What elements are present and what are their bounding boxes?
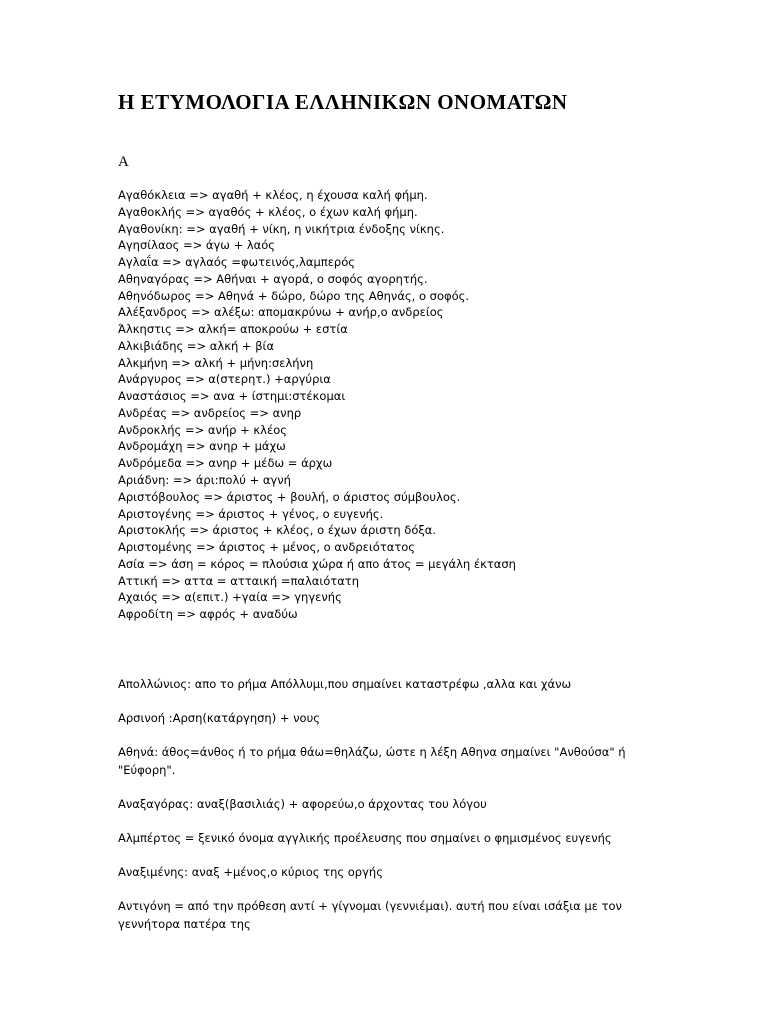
name-entry: Αγλαΐα => αγλαός =φωτεινός,λαμπερός: [118, 255, 356, 270]
name-entry: Αχαιός => α(επιτ.) +γαία => γηγενής: [118, 590, 342, 605]
name-paragraph: Αναξαγόρας: αναξ(βασιλιάς) + αφορεύω,ο άρχοντας του λόγου: [118, 797, 487, 811]
name-entry: Αττική => αττα = ατταική =παλαιότατη: [118, 573, 360, 588]
name-paragraph: Αντιγόνη = από την πρόθεση αντί + γίγνομαι (γεννιέμαι). αυτή που είναι ισάξια με τον γεννήτορα πατέρα της: [118, 899, 622, 931]
name-paragraph: Αναξιμένης: αναξ +μένος,ο κύριος της οργής: [118, 865, 383, 879]
name-entry: Αναστάσιος => ανα + ίστημι:στέκομαι: [118, 389, 346, 404]
name-entry: Αγησίλαος => άγω + λαός: [118, 238, 276, 253]
name-entry: Αριστογένης => άριστος + γένος, ο ευγενής.: [118, 506, 384, 521]
name-entry: Αθηνόδωρος => Αθηνά + δώρο, δώρο της Αθηνάς, ο σοφός.: [118, 288, 470, 303]
name-entry: Αριστοκλής => άριστος + κλέος, ο έχων άριστη δόξα.: [118, 523, 437, 538]
name-entry: Αριστομένης => άριστος + μένος, ο ανδρειότατος: [118, 540, 416, 555]
name-entry: Αθηναγόρας => Αθήναι + αγορά, ο σοφός αγορητής.: [118, 271, 428, 286]
section-letter: Α: [118, 154, 129, 170]
name-entry: Ανδροκλής => ανήρ + κλέος: [118, 422, 287, 437]
name-entry: Αφροδίτη => αφρός + αναδύω: [118, 607, 298, 622]
document-title: Η ΕΤΥΜΟΛΟΓΙΑ ΕΛΛΗΝΙΚΩΝ ΟΝΟΜΑΤΩΝ: [118, 90, 568, 114]
name-entry: Αριάδνη: => άρι:πολύ + αγνή: [118, 473, 291, 488]
name-entry: Αλκμήνη => αλκή + μήνη:σελήνη: [118, 355, 314, 370]
name-paragraph: Αθηνά: άθος=άνθος ή το ρήμα θάω=θηλάζω, ώστε η λέξη Αθηνα σημαίνει "Ανθούσα" ή "Εύφορη".: [118, 745, 626, 777]
name-entry: Ανάργυρος => α(στερητ.) +αργύρια: [118, 372, 331, 387]
name-entry: Αγαθοκλής => αγαθός + κλέος, ο έχων καλή φήμη.: [118, 204, 418, 219]
name-paragraphs: [118, 675, 638, 949]
name-entry: Αλκιβιάδης => αλκή + βία: [118, 338, 275, 353]
name-entry: Ανδρέας => ανδρείος => ανηρ: [118, 405, 302, 420]
name-paragraph: Αρσινοή :Αρση(κατάργηση) + νους: [118, 711, 320, 725]
name-entry: Αριστόβουλος => άριστος + βουλή, ο άριστος σύμβουλος.: [118, 489, 461, 504]
name-entry: Άλκηστις => αλκή= αποκρούω + εστία: [118, 322, 348, 337]
name-entry: Ασία => άση = κόρος = πλούσια χώρα ή απο άτος = μεγάλη έκταση: [118, 556, 516, 571]
name-entry-list: [118, 187, 516, 623]
name-paragraph: Απολλώνιος: απο το ρήμα Απόλλυμι,που σημαίνει καταστρέφω ,αλλα και χάνω: [118, 677, 572, 691]
name-entry: Αγαθονίκη: => αγαθή + νίκη, η νικήτρια ένδοξης νίκης.: [118, 221, 445, 236]
name-entry: Ανδρόμεδα => ανηρ + μέδω = άρχω: [118, 456, 333, 471]
name-paragraph: Αλμπέρτος = ξενικό όνομα αγγλικής προέλευσης που σημαίνει ο φημισμένος ευγενής: [118, 831, 612, 845]
name-entry: Αγαθόκλεια => αγαθή + κλέος, η έχουσα καλή φήμη.: [118, 188, 428, 202]
name-entry: Ανδρομάχη => ανηρ + μάχω: [118, 439, 286, 454]
name-entry: Αλέξανδρος => αλέξω: απομακρύνω + ανήρ,ο ανδρείος: [118, 305, 444, 320]
